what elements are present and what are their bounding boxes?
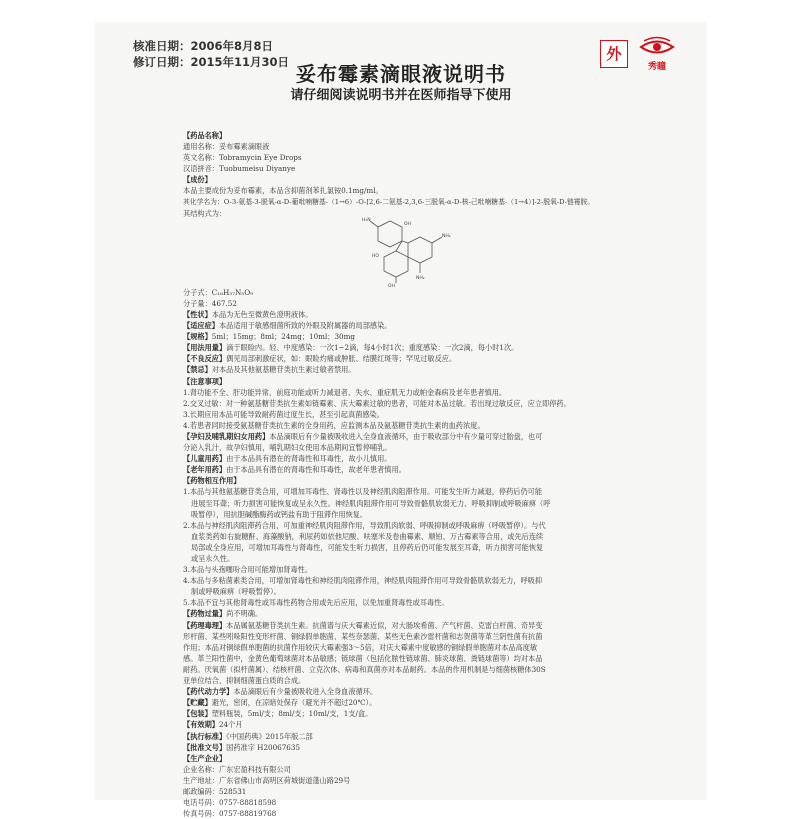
pharmacology-text: 本品属氨基糖苷类抗生素。抗菌谱与庆大霉素近似，对大肠埃希菌、产气杆菌、克雷白杆菌、奇异变 xyxy=(226,620,543,630)
document-subtitle: 请仔细阅读说明书并在医师指导下使用 xyxy=(290,88,512,103)
ingredients-line: 本品主要成份为妥布霉素，本品含抑菌剂苯扎氯铵0.1mg/ml。 xyxy=(183,186,383,196)
precaution-item: 4.若患者同时接受氨基糖苷类抗生素的全身用药，应监测本品及氨基糖苷类抗生素的血药浓度。 xyxy=(183,420,485,430)
section-title-interactions: 【药物相互作用】 xyxy=(183,476,241,486)
pregnancy-text: 本品滴眼后有少量被吸收进入全身血液循环，由于吸收部分中有少量可穿过胎盘，也可 xyxy=(269,431,543,441)
pregnancy-text: 分泌入乳汁，故孕妇慎用，哺乳期妇女使用本品期间宜暂停哺乳。 xyxy=(183,443,392,453)
company-address: 生产地址：广东省佛山市高明区荷城街道蓬山路29号 xyxy=(183,775,351,785)
section-title-precautions: 【注意事项】 xyxy=(183,376,227,386)
pharmacology-text: 作用；本品对铜绿假单胞菌的抗菌作用较庆大霉素强3～5倍，对庆大霉素中度敏感的铜绿假单胞菌对本品高度敏 xyxy=(183,642,538,652)
section-title-pharmacokinetics: 【药代动力学】 xyxy=(183,687,234,697)
interaction-line: 1.本品与其他氨基糖苷类合用，可增加耳毒性、肾毒性以及神经肌肉阻滞作用。可能发生听力减退，停药后仍可能 xyxy=(183,487,543,497)
molecular-weight: 分子量：467.52 xyxy=(183,298,237,308)
section-title-children: 【儿童用药】 xyxy=(183,454,227,464)
precaution-item: 3.长期应用本品可能导致耐药菌过度生长，甚至引起真菌感染。 xyxy=(183,409,384,419)
pharmacology-text: 亚单位结合，抑制细菌蛋白质的合成。 xyxy=(183,676,306,686)
precaution-item: 2.交叉过敏：对一种氨基糖苷类抗生素如链霉素、庆大霉素过敏的患者，可能对本品过敏。若出现过敏反应，应立即停药。 xyxy=(183,398,571,408)
interaction-line: 局部或全身应用，可增加耳毒性与肾毒性，可能发生听力损害，且停药后仍可能发展至耳聋，听力损害可能恢复 xyxy=(191,542,544,552)
interaction-line: 2.本品与神经肌肉阻滞药合用，可加重神经肌肉阻滞作用，导致肌肉软弱、呼吸抑制或呼吸麻痹（呼吸暂停）。与代 xyxy=(183,520,546,530)
pinyin-name: 汉语拼音：Tuobumeisu Diyanye xyxy=(183,164,296,174)
section-title-overdose: 【药物过量】 xyxy=(183,609,227,619)
validity-text: 24个月 xyxy=(218,720,243,730)
interaction-line: 进展至耳聋；听力损害可能恢复或呈永久性。神经肌肉阻滞作用可导致骨骼肌软弱无力、呼吸抑制或呼吸麻痹（呼 xyxy=(191,498,551,508)
revise-date: 修订日期：2015年11月30日 xyxy=(133,55,290,69)
svg-text:H₂N: H₂N xyxy=(362,217,371,223)
section-title-properties: 【性状】 xyxy=(183,309,212,319)
brand-logo-text: 秀瞳 xyxy=(647,62,666,72)
svg-text:OH: OH xyxy=(404,221,411,227)
company-postcode: 邮政编码：528531 xyxy=(183,786,247,796)
specification-text: 5ml；15mg；8ml；24mg；10ml；30mg xyxy=(211,332,356,342)
section-title-elderly: 【老年用药】 xyxy=(183,465,227,475)
interaction-line: 5.本品不宜与其他肾毒性或耳毒性药物合用或先后应用，以免加重肾毒性或耳毒性。 xyxy=(183,598,449,608)
adverse-text: 偶见局部刺激症状，如：眼睑灼痛或肿胀、结膜红斑等；罕见过敏反应。 xyxy=(226,354,457,364)
svg-text:NH₂: NH₂ xyxy=(442,233,451,239)
indications-text: 本品适用于敏感细菌所致的外眼及附属器的局部感染。 xyxy=(218,321,392,331)
svg-text:HO: HO xyxy=(372,253,379,259)
company-fax: 传真号码：0757-88819768 xyxy=(183,809,277,819)
section-title-specification: 【规格】 xyxy=(183,332,212,342)
section-title-name: 【药品名称】 xyxy=(183,131,227,140)
generic-name: 通用名称：妥布霉素滴眼液 xyxy=(183,142,270,152)
eye-logo-icon xyxy=(638,38,676,56)
standard-text: 《中国药典》2015年版二部 xyxy=(226,731,313,741)
contra-text: 对本品及其他氨基糖苷类抗生素过敏者禁用。 xyxy=(211,365,356,375)
molecular-formula: 分子式：C₁₈H₃₇N₅O₉ xyxy=(183,287,253,297)
company-name: 企业名称：广东宏盈科技有限公司 xyxy=(183,764,291,774)
document-title: 妥布霉素滴眼液说明书 xyxy=(296,62,506,86)
interaction-line: 或呈永久性。 xyxy=(191,554,235,563)
structure-label: 其结构式为： xyxy=(183,208,227,218)
english-name: 英文名称：Tobramycin Eye Drops xyxy=(183,153,302,163)
usage-text: 滴于眼睑内。轻、中度感染：一次1~2滴，每4小时1次；重度感染：一次2滴，每小时1次。 xyxy=(226,343,519,353)
chemical-name: 其化学名为：O-3-氨基-3-脱氧-α-D-葡吡喃糖基-（1→6）-O-[2,6-二氨基-2,3,6-三脱氧-α-D-核-己吡喃糖基-（1→4）]-2-脱氧-D-链霉胺。 xyxy=(183,197,595,206)
section-title-indications: 【适应症】 xyxy=(183,321,219,331)
svg-text:NH₂: NH₂ xyxy=(416,275,425,281)
leaflet-body xyxy=(183,130,648,819)
section-title-approval: 【批准文号】 xyxy=(183,742,227,752)
interaction-line: 吸暂停），用抗胆碱酯酶药或钙盐有助于阻滞作用恢复。 xyxy=(191,509,368,519)
structural-formula-drawing xyxy=(358,213,468,287)
section-title-adverse: 【不良反应】 xyxy=(183,354,227,364)
precaution-item: 1.肾功能不全、肝功能异常、前庭功能或听力减退者、失水、重症肌无力或帕金森病及老年患者慎用。 xyxy=(183,387,507,397)
section-title-ingredients: 【成份】 xyxy=(183,175,212,185)
section-title-manufacturer: 【生产企业】 xyxy=(183,753,227,763)
interaction-line: 血浆类药如右旋糖酐、海藻酸钠，利尿药如依他尼酸、呋塞米及卷曲霉素、顺铂、万古霉素等合用，或先后连续 xyxy=(191,531,544,541)
approval-text: 国药准字 H20067635 xyxy=(226,742,301,752)
section-title-pregnancy: 【孕妇及哺乳期妇女用药】 xyxy=(183,431,270,441)
pharmacokinetics-text: 本品滴眼后有少量被吸收进入全身血液循环。 xyxy=(233,687,378,697)
interaction-line: 3.本品与头孢噻吩合用可能增加肾毒性。 xyxy=(183,565,313,575)
properties-text: 本品为无色至微黄色澄明液体。 xyxy=(211,309,313,319)
section-title-standard: 【执行标准】 xyxy=(183,731,227,741)
section-title-pharmacology: 【药理毒理】 xyxy=(183,620,227,630)
interaction-line: 制或呼吸麻痹（呼吸暂停）。 xyxy=(191,587,281,597)
section-title-contra: 【禁忌】 xyxy=(183,365,212,375)
company-phone: 电话号码：0757-88818598 xyxy=(183,798,277,808)
overdose-text: 尚不明确。 xyxy=(226,609,263,619)
interaction-line: 4.本品与多粘菌素类合用，可增加肾毒性和神经肌肉阻滞作用，神经肌肉阻滞作用可导致骨骼肌软弱无力，呼吸抑 xyxy=(183,576,543,586)
pharmacology-text: 感。革兰阳性菌中，金黄色葡萄球菌对本品敏感；链球菌（包括化脓性链球菌、肺炎球菌、粪链球菌等）均对本品 xyxy=(183,653,543,663)
elderly-text: 由于本品具有潜在的肾毒性和耳毒性，故老年患者慎用。 xyxy=(226,465,406,475)
children-text: 由于本品具有潜在的肾毒性和耳毒性，故小儿慎用。 xyxy=(226,454,392,464)
approve-date: 核准日期：2006年8月8日 xyxy=(133,39,274,53)
pharmacology-text: 形杆菌、某些吲哚阳性变形杆菌、铜绿假单胞菌、某些奈瑟菌、某些无色素沙雷杆菌和志贺菌等革兰阴性菌有抗菌 xyxy=(183,631,543,641)
section-title-validity: 【有效期】 xyxy=(183,720,219,730)
structural-formula xyxy=(183,219,648,287)
external-use-mark: 外 xyxy=(600,40,628,68)
section-title-storage: 【贮藏】 xyxy=(183,698,212,708)
pharmacology-text: 耐药。厌氧菌（拟杆菌属）、结核杆菌、立克次体、病毒和真菌亦对本品耐药。本品的作用机制是与细菌核糖体30S xyxy=(183,664,546,674)
package-text: 塑料瓶装，5ml/支；8ml/支；10ml/支，1支/盒。 xyxy=(211,709,373,719)
section-title-package: 【包装】 xyxy=(183,709,212,719)
storage-text: 避光，密闭，在凉暗处保存（避光并不超过20℃）。 xyxy=(211,698,377,708)
section-title-usage: 【用法用量】 xyxy=(183,343,227,353)
svg-text:OH: OH xyxy=(388,283,395,289)
leaflet-sheet xyxy=(95,22,707,819)
